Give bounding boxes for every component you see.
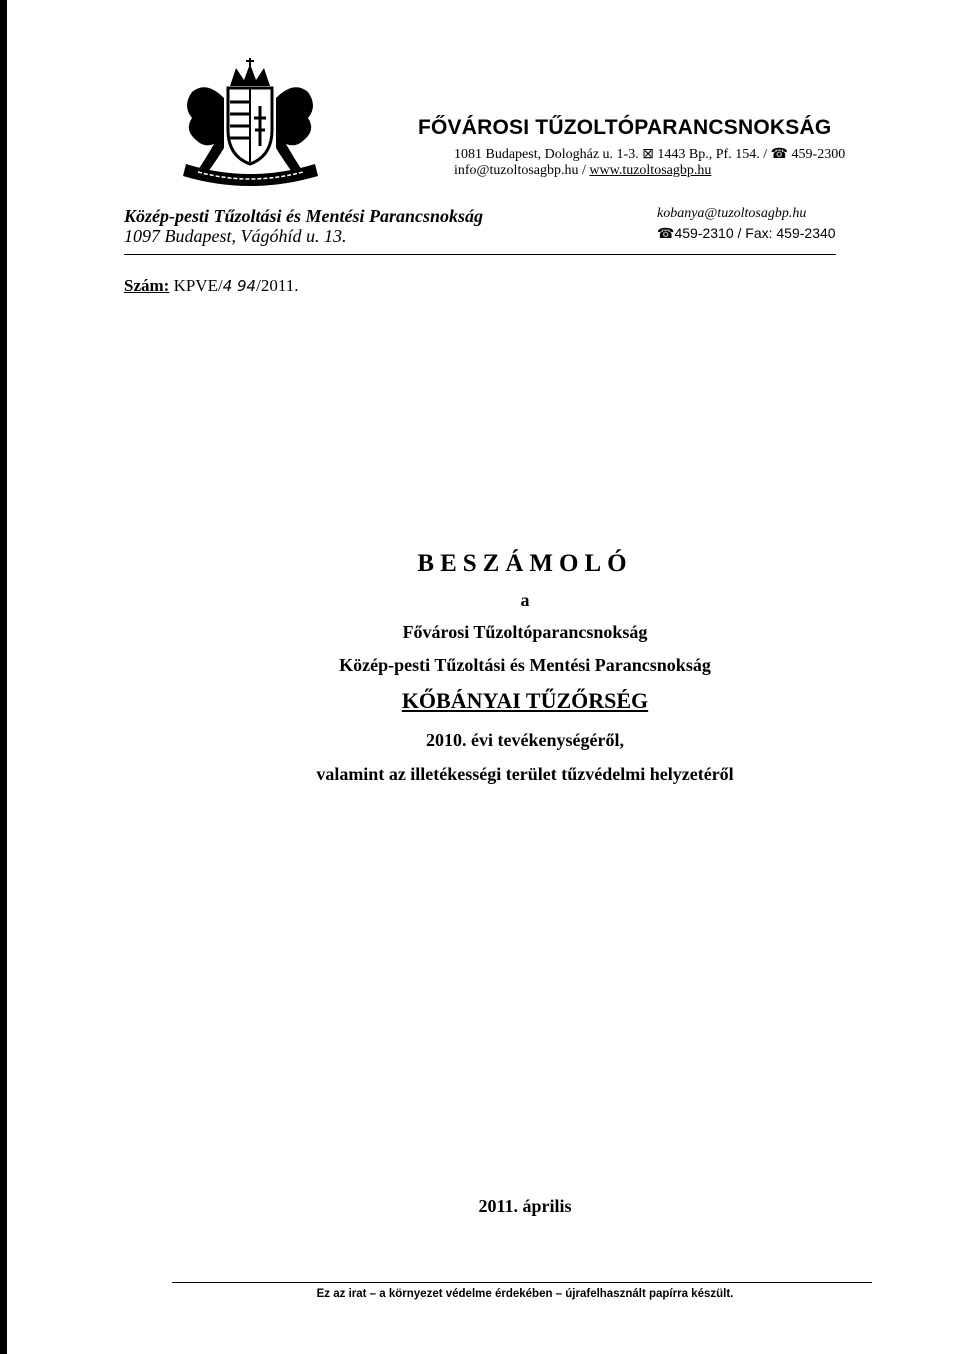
reference-suffix: /2011. [256,276,299,295]
reference-label: Szám: [124,276,170,295]
station-name: KŐBÁNYAI TŰZŐRSÉG [401,688,649,713]
headquarters-website-link[interactable]: www.tuzoltosagbp.hu [589,163,712,178]
organization-title: FŐVÁROSI TŰZOLTÓPARANCSNOKSÁG [418,116,832,139]
headquarters-contact [454,163,711,179]
footer-divider [172,1282,872,1283]
footer-note: Ez az irat – a környezet védelme érdekében – újrafelhasznált papírra készült. [316,1288,734,1300]
document-title: BESZÁMOLÓ [417,550,633,577]
document-date: 2011. április [478,1196,572,1216]
header-divider [124,254,836,255]
title-connector: a [520,590,530,610]
unit-phone-fax: ☎459-2310 / Fax: 459-2340 [657,225,836,241]
scan-edge-bar [0,0,7,1354]
subtitle-line-5: valamint az illetékességi terület tűzvédelmi helyzetéről [316,764,734,784]
subtitle-line-2: Közép-pesti Tűzoltási és Mentési Parancsnokság [339,655,711,675]
reference-prefix: KPVE/ [173,276,223,295]
unit-email: kobanya@tuzoltosagbp.hu [657,206,807,221]
unit-name: Közép-pesti Tűzoltási és Mentési Parancsnokság [124,206,484,226]
reference-number [124,276,298,296]
hungarian-coat-of-arms-icon [178,58,323,193]
headquarters-email: info@tuzoltosagbp.hu / [454,163,590,178]
subtitle-line-4: 2010. évi tevékenységéről, [426,730,624,750]
unit-address: 1097 Budapest, Vágóhíd u. 13. [124,226,347,246]
reference-handwritten: 4 94 [222,277,257,295]
headquarters-address: 1081 Budapest, Dologház u. 1-3. ⊠ 1443 Bp., Pf. 154. / ☎ 459-2300 [454,147,846,162]
subtitle-line-1: Fővárosi Tűzoltóparancsnokság [402,622,648,642]
